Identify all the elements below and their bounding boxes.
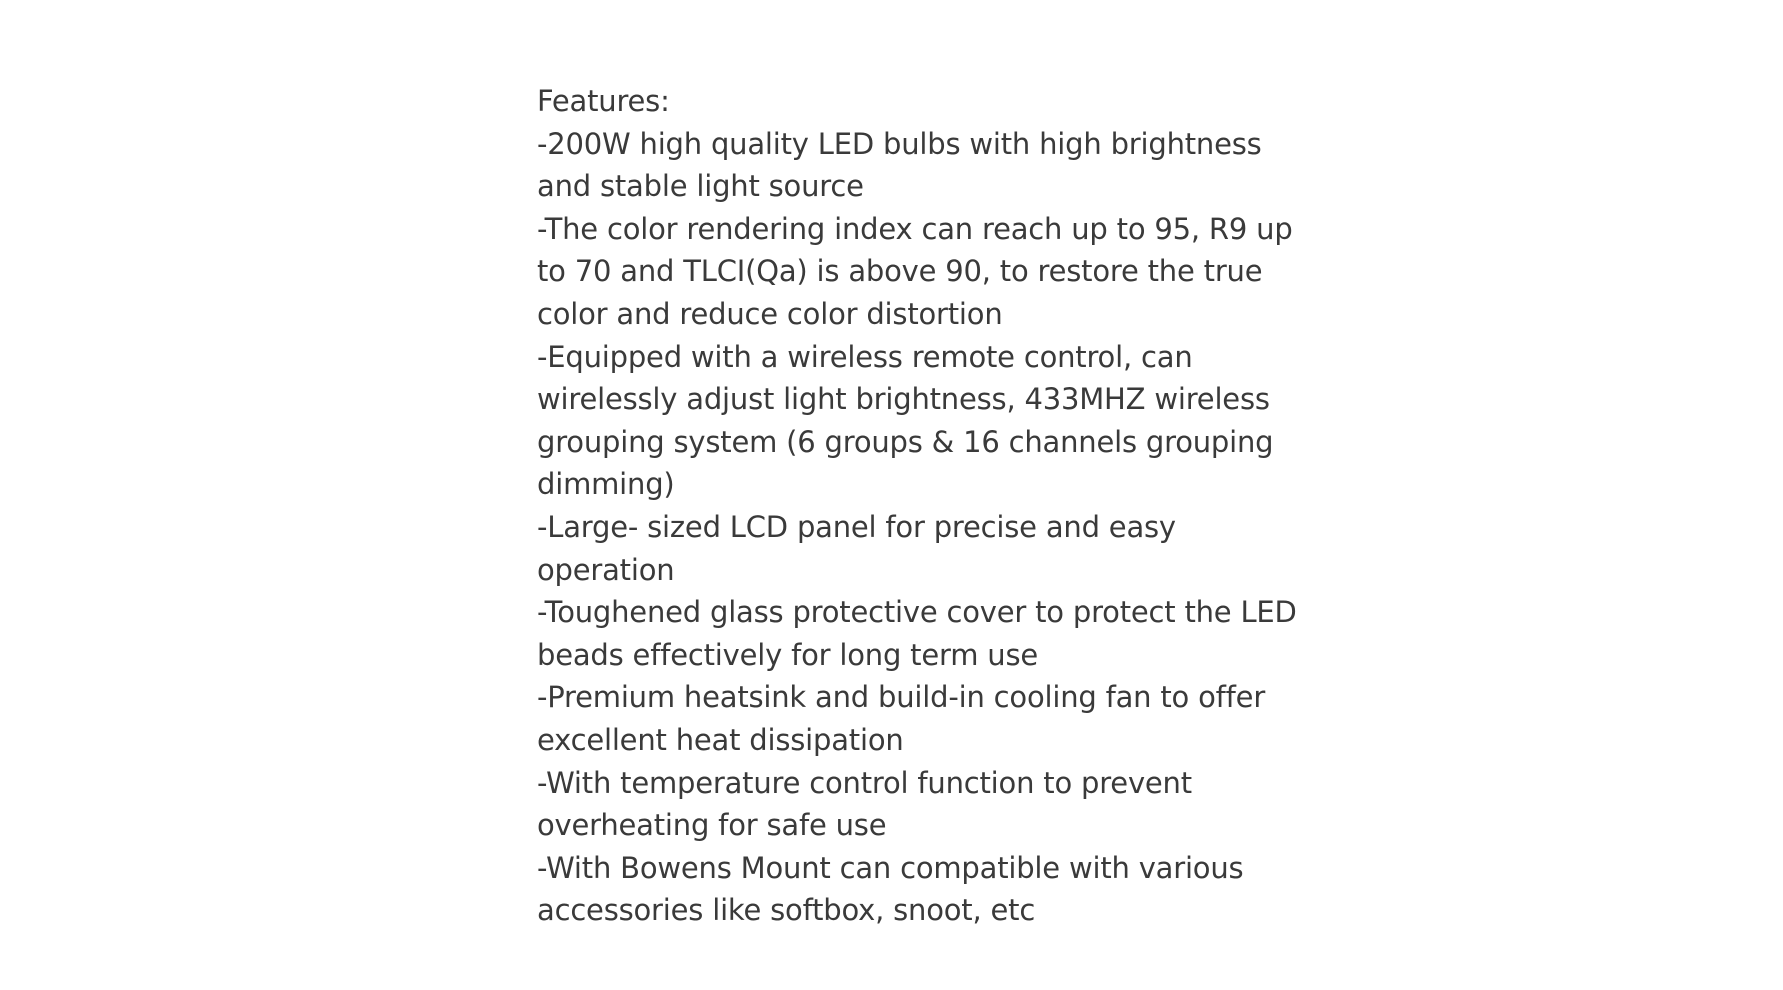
feature-item: -The color rendering index can reach up to 95, R9 up to 70 and TLCI(Qa) is above 90, to restore the true color and reduce color distortion [537, 211, 1293, 331]
feature-item: -Premium heatsink and build-in cooling fan to offer excellent heat dissipation [537, 680, 1266, 757]
features-heading: Features: [537, 84, 670, 118]
feature-item: -Toughened glass protective cover to protect the LED beads effectively for long term use [537, 595, 1297, 672]
feature-item: -200W high quality LED bulbs with high brightness and stable light source [537, 126, 1262, 204]
feature-item: -With temperature control function to prevent overheating for safe use [537, 765, 1192, 843]
feature-item: -With Bowens Mount can compatible with various accessories like softbox, snoot, etc [537, 850, 1244, 928]
feature-item: -Equipped with a wireless remote control, can wirelessly adjust light brightness, 433MHZ wireless grouping system (6 groups & 16 channels grouping dimming) [537, 339, 1274, 502]
features-text-block [537, 80, 1307, 932]
feature-item: -Large- sized LCD panel for precise and easy operation [537, 509, 1176, 587]
